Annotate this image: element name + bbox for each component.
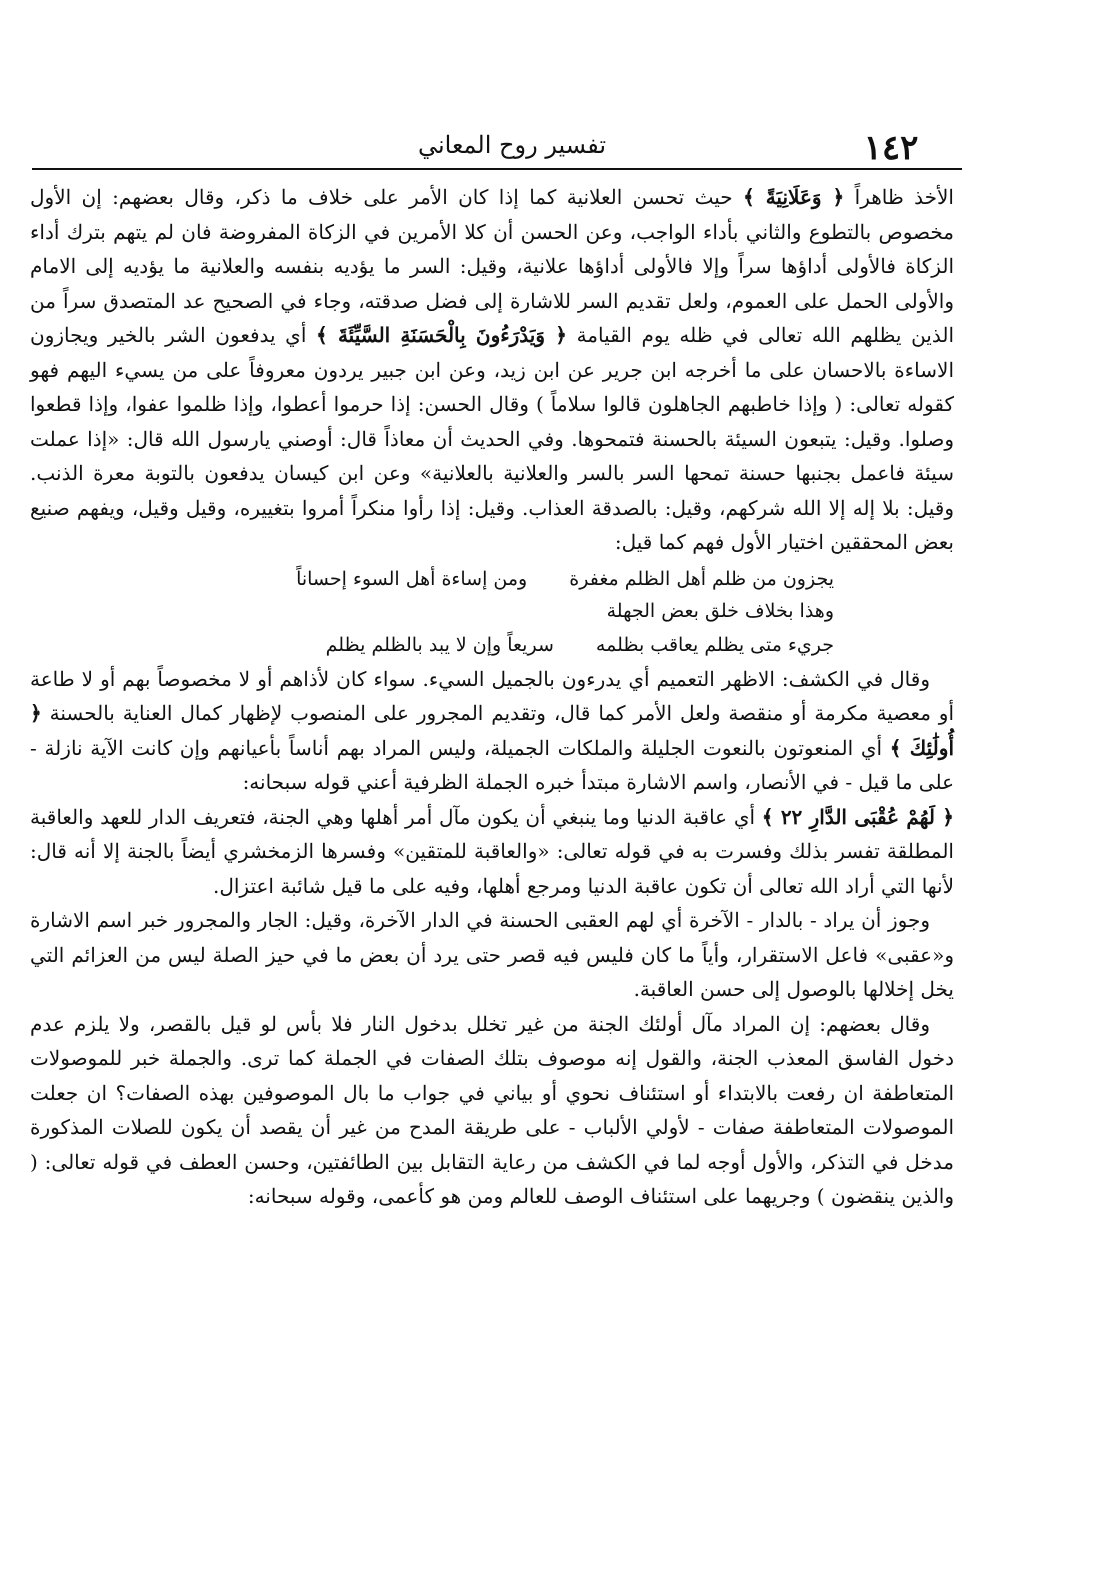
quran-quote: ﴿ لَهُمْ عُقْبَى الدَّارِ ٢٢ ﴾ [761,804,955,829]
verse-1-second-hemistich: ومن إساءة أهل السوء إحساناً [296,567,528,590]
running-title: تفسير روح المعاني [417,131,607,159]
paragraph-1-body-2: أي يدفعون الشر بالخير ويجازون الاساءة بالاحسان على ما أخرجه ابن جرير عن ابن زيد، وعن ابن جبير يردون معروفاً على من يسيء اليهم فهو كقوله تعالى: ( وإذا خاطبهم الجاهلون قالوا سلاماً ) وقال الحسن: إذا حرموا أعطوا، وإذا ظلموا عفوا، وإذا قطعوا وصلوا. وقيل: يتبعون السيئة بالحسنة فتمحوها. وفي الحديث أن معاذاً قال: أوصني يارسول الله قال: «إذا عملت سيئة فاعمل بجنبها حسنة تمحها السر بالسر والعلانية بالعلانية» وعن ابن كيسان يدفعون بالتوبة معرة الذنب. وقيل: بلا إله إلا الله شركهم، وقيل: بالصدقة العذاب. وقيل: إذا رأوا منكراً أمروا بتغييره، وقيل وقيل، ويفهم صنيع بعض المحققين اختيار الأول فهم كما قيل: [30,323,954,554]
paragraph-2 [30,662,954,800]
page-header [32,120,962,172]
paragraph-5: وقال بعضهم: إن المراد مآل أولئك الجنة من غير تخلل بدخول النار فلا بأس لو قيل بالقصر، ولا يلزم عدم دخول الفاسق المعذب الجنة، والقول إنه موصوف بتلك الصفات في الجملة كما ترى. والجملة خبر للموصولات المتعاطفة ان رفعت بالابتداء أو استئناف نحوي أو بياني في جواب ما بال الموصوفين بهذه الصفات؟ ان جعلت الموصولات المتعاطفة صفات - لأولي الألباب - على طريقة المدح من غير أن يقصد أن يكون للصلات المذكورة مدخل في التذكر، والأول أوجه لما في الكشف من رعاية التقابل بين الطائفتين، وحسن العطف في قوله تعالى: ( والذين ينقضون ) وجريهما على استئناف الوصف للعالم ومن هو كأعمى، وقوله سبحانه: [30,1011,954,1208]
verse-2-second-hemistich: سريعاً وإن لا يبد بالظلم يظلم [325,633,554,656]
poetry-note: وهذا بخلاف خلق بعض الجهلة [606,599,834,622]
paragraph-4: وجوز أن يراد - بالدار - الآخرة أي لهم العقبى الحسنة في الدار الآخرة، وقيل: الجار والمجرور خبر اسم الاشارة و«عقبى» فاعل الاستقرار، وأياً ما كان فليس فيه قصر حتى يرد أن بعض ما في حيز الصلة ليس من العزائم التي يخل إخلالها بالوصول إلى حسن العاقبة. [30,908,954,1001]
verse-2-first-hemistich: جريء متى يظلم يعاقب بظلمه [595,633,834,656]
verse-1-first-hemistich: يجزون من ظلم أهل الظلم مغفرة [569,567,834,590]
poetry-verse-1 [30,564,834,594]
paragraph-3-body: أي عاقبة الدنيا وما ينبغي أن يكون مآل أمر أهلها وهي الجنة، فتعريف الدار للعهد والعاقبة المطلقة تفسر بذلك وفسرت به في قوله تعالى: «والعاقبة للمتقين» وفسرها الزمخشري أيضاً بالجنة إلا أنه قال: لأنها التي أراد الله تعالى أن تكون عاقبة الدنيا ومرجع أهلها، وفيه على ما قيل شائبة اعتزال. [30,804,954,898]
paragraph-3 [30,800,954,904]
paragraph-1-lead: الأخذ ظاهراً [854,185,954,209]
paragraph-1 [30,180,954,560]
page-body [30,180,954,1214]
quran-quote: ﴿ أُولَٰئِكَ ﴾ [30,701,954,760]
page-number: ١٤٢ [863,128,919,168]
paragraph-1-body: حيث تحسن العلانية كما إذا كان الأمر على خلاف ما ذكر، وقال بعضهم: إن الأول مخصوص بالتطوع والثاني بأداء الواجب، وعن الحسن أن كلا الأمرين في الزكاة المفروضة فان لم يتهم بترك أداء الزكاة فالأولى أداؤها سراً وإلا فالأولى أداؤها علانية، وقيل: السر ما يؤديه بنفسه والعلانية ما يؤديه إلى الامام والأولى الحمل على العموم، ولعل تقديم السر للاشارة إلى فضل صدقته، وجاء في الصحيح عد المتصدق سراً من الذين يظلهم الله تعالى في ظله يوم القيامة [30,185,955,347]
quran-quote: ﴿ وَعَلَانِيَةً ﴾ [743,185,845,209]
header-rule [32,168,962,170]
quran-quote: ﴿ وَيَدْرَءُونَ بِالْحَسَنَةِ السَّيِّئَةَ ﴾ [316,323,567,347]
paragraph-2-body: وقال في الكشف: الاظهر التعميم أي يدرءون بالجميل السيء. سواء كان لأذاهم أو لا مخصوصاً بهم أو لا طاعة أو معصية مكرمة أو منقصة ولعل الأمر كما قال، وتقديم المجرور على المنصوب لإظهار كمال العناية بالحسنة [30,666,955,725]
poetry-verse-2 [30,630,834,660]
paragraph-2-body-2: أي المنعوتون بالنعوت الجليلة والملكات الجميلة، وليس المراد بهم أناساً بأعيانهم وإن كانت الآية نازلة - على ما قيل - في الأنصار، واسم الاشارة مبتدأ خبره الجملة الظرفية أعني قوله سبحانه: [30,735,954,794]
